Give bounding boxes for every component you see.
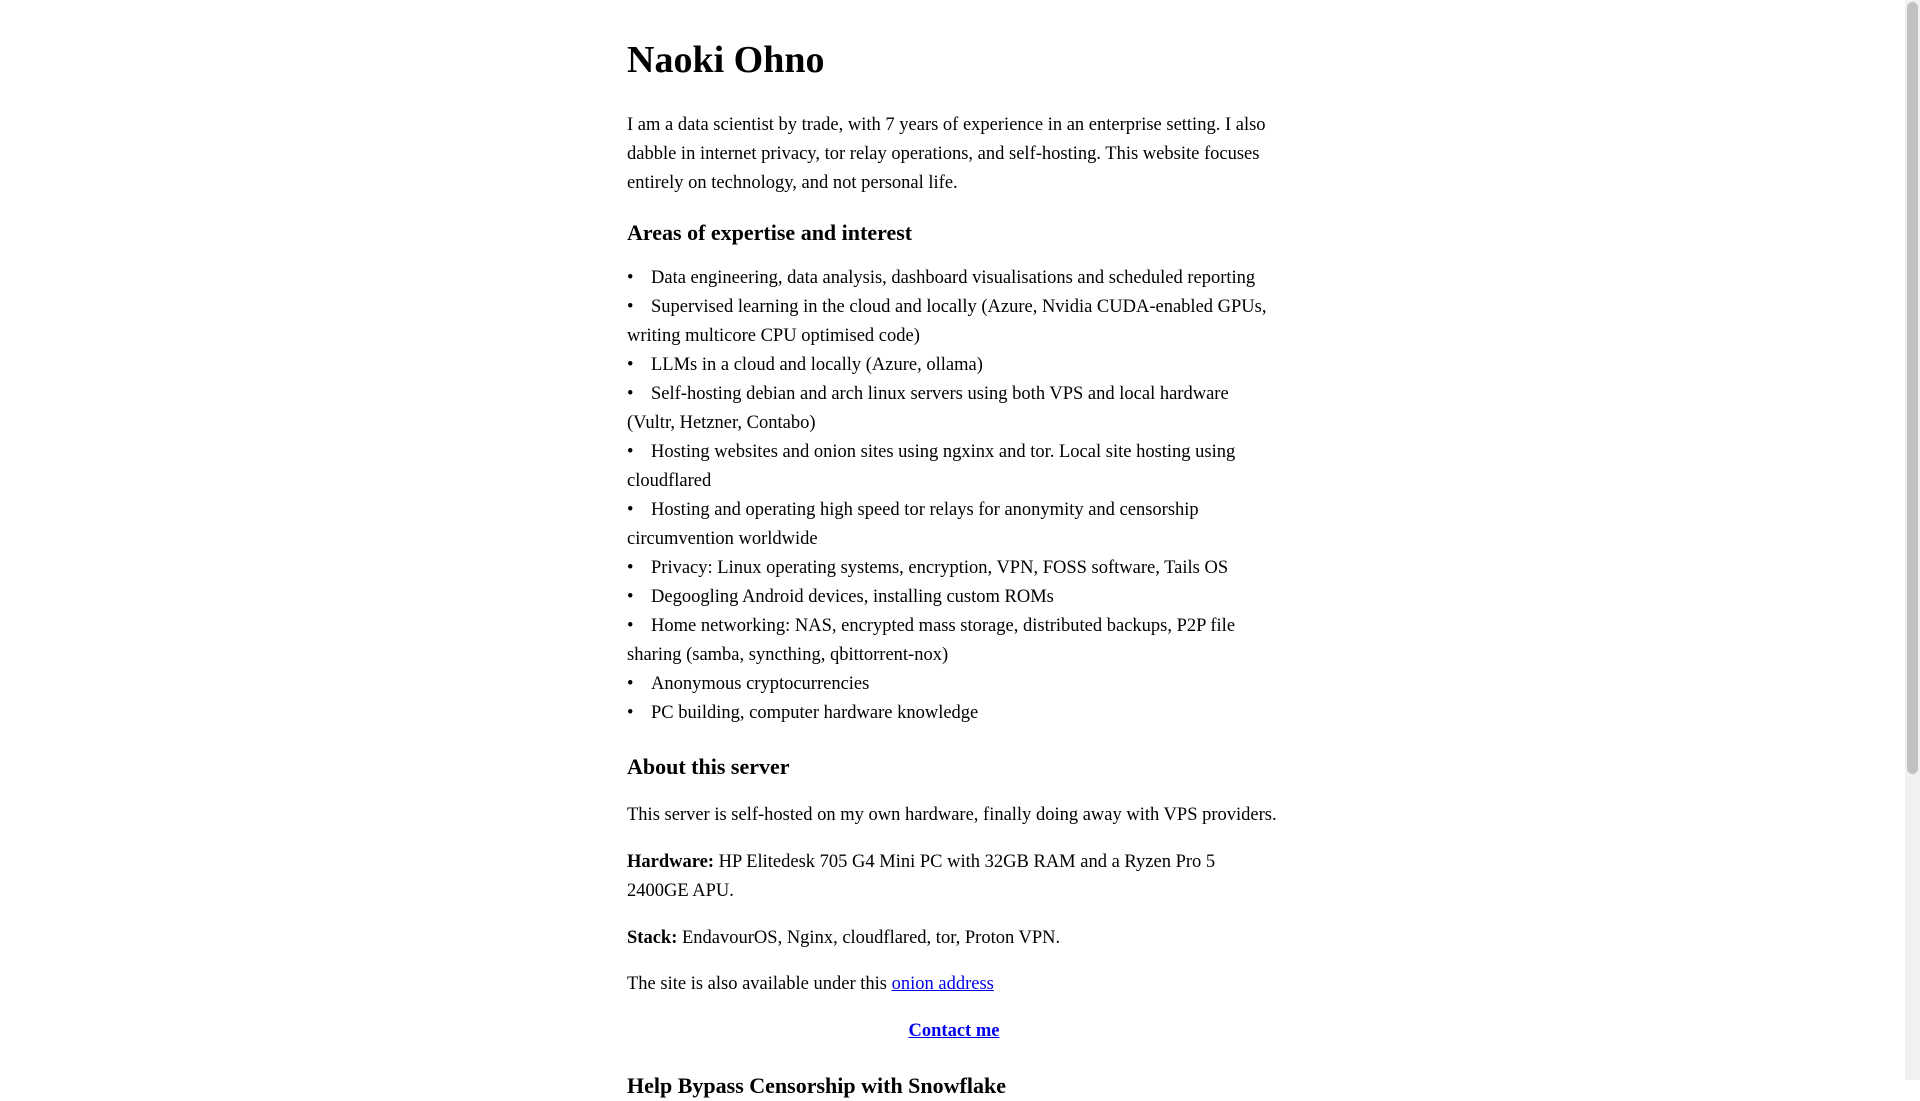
list-item-text: Degoogling Android devices, installing custom ROMs	[651, 587, 1054, 607]
list-item	[627, 380, 1281, 438]
stack-paragraph	[627, 924, 1281, 953]
list-item	[627, 496, 1281, 554]
hardware-label: Hardware:	[627, 852, 714, 872]
list-item	[627, 351, 1281, 380]
list-item	[627, 293, 1281, 351]
contact-me-link[interactable]: Contact me	[908, 1021, 1000, 1041]
list-item-text: Data engineering, data analysis, dashboard visualisations and scheduled reporting	[651, 268, 1256, 288]
bullet-icon: •	[627, 558, 634, 578]
list-item	[627, 699, 1281, 728]
stack-label: Stack:	[627, 928, 678, 948]
page-content	[627, 0, 1281, 1101]
snowflake-heading: Help Bypass Censorship with Snowflake	[627, 1073, 1006, 1098]
hardware-text: HP Elitedesk 705 G4 Mini PC with 32GB RAM and a Ryzen Pro 5 2400GE APU.	[627, 852, 1216, 901]
contact-paragraph	[627, 1017, 1281, 1046]
bullet-icon: •	[627, 703, 634, 723]
list-item-text: Hosting and operating high speed tor relays for anonymity and censorship circumvention worldwide	[627, 500, 1199, 549]
server-heading: About this server	[627, 754, 790, 779]
bullet-icon: •	[627, 355, 634, 375]
list-item-text: PC building, computer hardware knowledge	[651, 703, 979, 723]
list-item	[627, 670, 1281, 699]
interests-heading: Areas of expertise and interest	[627, 220, 913, 245]
bullet-icon: •	[627, 587, 634, 607]
bullet-icon: •	[627, 268, 634, 288]
list-item-text: LLMs in a cloud and locally (Azure, ollama)	[651, 355, 983, 375]
list-item	[627, 612, 1281, 670]
onion-prefix: The site is also available under this	[627, 974, 892, 994]
list-item-text: Privacy: Linux operating systems, encryption, VPN, FOSS software, Tails OS	[651, 558, 1229, 578]
scrollbar-track[interactable]	[1905, 0, 1920, 1080]
onion-address-link[interactable]: onion address	[891, 974, 994, 994]
list-item	[627, 264, 1281, 293]
list-item	[627, 438, 1281, 496]
intro-paragraph: I am a data scientist by trade, with 7 years of experience in an enterprise setting. I also dabble in internet privacy, tor relay operations, and self-hosting. This website focuses entirely on technology, and not personal life.	[627, 115, 1266, 193]
list-item	[627, 554, 1281, 583]
bullet-icon: •	[627, 297, 634, 317]
bullet-icon: •	[627, 384, 634, 404]
hardware-paragraph	[627, 848, 1281, 906]
list-item-text: Hosting websites and onion sites using ngxinx and tor. Local site hosting using cloudflared	[627, 442, 1236, 491]
server-intro: This server is self-hosted on my own hardware, finally doing away with VPS providers.	[627, 805, 1277, 825]
list-item	[627, 583, 1281, 612]
bullet-icon: •	[627, 500, 634, 520]
list-item-text: Anonymous cryptocurrencies	[651, 674, 870, 694]
bullet-icon: •	[627, 616, 634, 636]
page-title: Naoki Ohno	[627, 39, 825, 81]
bullet-icon: •	[627, 674, 634, 694]
stack-text: EndavourOS, Nginx, cloudflared, tor, Proton VPN.	[677, 928, 1061, 948]
interests-list	[627, 264, 1281, 728]
scrollbar-thumb[interactable]	[1907, 2, 1918, 774]
bullet-icon: •	[627, 442, 634, 462]
list-item-text: Self-hosting debian and arch linux servers using both VPS and local hardware (Vultr, Hetzner, Contabo)	[627, 384, 1229, 433]
list-item-text: Home networking: NAS, encrypted mass storage, distributed backups, P2P file sharing (samba, syncthing, qbittorrent-nox)	[627, 616, 1236, 665]
onion-paragraph	[627, 970, 1281, 999]
list-item-text: Supervised learning in the cloud and locally (Azure, Nvidia CUDA-enabled GPUs, writing multicore CPU optimised code)	[627, 297, 1267, 346]
